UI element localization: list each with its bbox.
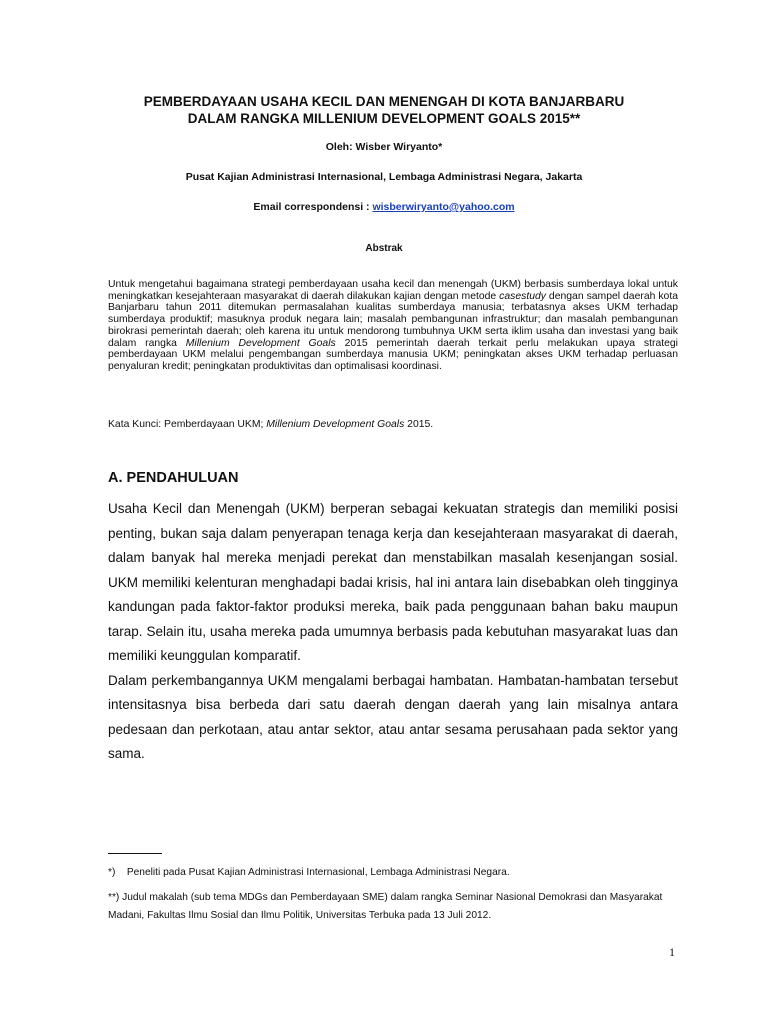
abstract-italic-2: Millenium Development Goals	[185, 337, 336, 349]
section-heading: A. PENDAHULUAN	[108, 470, 239, 486]
email-link[interactable]: wisberwiryanto@yahoo.com	[372, 201, 515, 213]
page-number: 1	[669, 945, 675, 959]
keywords-italic: Millenium Development Goals	[266, 419, 405, 430]
title-line-2: DALAM RANGKA MILLENIUM DEVELOPMENT GOALS 2015**	[187, 111, 581, 126]
title-line-1: PEMBERDAYAAN USAHA KECIL DAN MENENGAH DI KOTA BANJARBARU	[143, 94, 625, 109]
affiliation-line: Pusat Kajian Administrasi Internasional, Lembaga Administrasi Negara, Jakarta	[185, 171, 583, 183]
footnote-2-mark: **)	[108, 891, 120, 903]
abstract-text-part-2: dengan sampel daerah kota Banjarbaru tahun 2011 ditemukan permasalahan kualitas sumberdaya manusia; terbatasnya akses UKM terhadap sumberdaya produktif; masuknya produk negara lain; masalah pembangunan infrastruktur; dan masalah pembangunan birokrasi pemerintah daerah; oleh karena itu untuk mendorong tumbuhnya UKM serta iklim usaha dan investasi yang baik dalam rangka	[108, 290, 678, 349]
footnote-1-mark: *)	[108, 867, 116, 878]
abstract-text-part-1: Untuk mengetahui bagaimana strategi pemberdayaan usaha kecil dan menengah (UKM) berbasis sumberdaya lokal untuk meningkatkan kesejahteraan masyarakat di daerah dilakukan kajian dengan metode	[108, 279, 678, 302]
footnote-1	[108, 864, 683, 883]
email-correspondence	[60, 201, 708, 213]
footnote-2-text: Judul makalah (sub tema MDGs dan Pemberdayaan SME) dalam rangka Seminar Nasional Demokrasi dan Masyarakat Madani, Fakultas Ilmu Sosial dan Ilmu Politik, Universitas Terbuka pada 13 Juli 2012.	[108, 891, 663, 921]
email-label: Email correspondensi :	[253, 201, 373, 213]
abstract-text-part-3: 2015 pemerintah daerah terkait perlu melakukan upaya strategi pemberdayaan UKM melalui pengembangan sumberdaya manusia UKM; peningkatan akses UKM terhadap perluasan penyaluran kredit; peningkatan produktivitas dan optimalisasi koordinasi.	[108, 337, 678, 372]
footnote-2	[108, 889, 683, 926]
keywords-prefix: Kata Kunci: Pemberdayaan UKM;	[108, 419, 267, 430]
keywords-suffix: 2015.	[404, 419, 434, 430]
body-paragraph-1: Usaha Kecil dan Menengah (UKM) berperan sebagai kekuatan strategis dan memiliki posisi penting, bukan saja dalam penyerapan tenaga kerja dan kesejahteraan masyarakat di daerah, dalam banyak hal mereka menjadi perekat dan menstabilkan masalah kesenjangan sosial. UKM memiliki kelenturan menghadapi badai krisis, hal ini antara lain disebabkan oleh tingginya kandungan pada faktor-faktor produksi mereka, baik pada penggunaan bahan baku maupun tarap. Selain itu, usaha mereka pada umumnya berbasis pada kebutuhan masyarakat luas dan memiliki keunggulan komparatif.	[108, 501, 678, 663]
abstract-heading: Abstrak	[365, 243, 403, 254]
body-text	[108, 497, 678, 767]
footnote-1-text: Peneliti pada Pusat Kajian Administrasi Internasional, Lembaga Administrasi Negara.	[126, 867, 510, 878]
keywords-line	[108, 419, 678, 430]
footnote-divider	[108, 853, 162, 854]
footnotes	[108, 864, 683, 932]
body-paragraph-2: Dalam perkembangannya UKM mengalami berbagai hambatan. Hambatan-hambatan tersebut intensitasnya bisa berbeda dari satu daerah dengan daerah yang lain misalnya antara pedesaan dan perkotaan, atau antar sektor, atau antar sesama perusahaan pada sektor yang sama.	[108, 672, 678, 761]
author-line: Oleh: Wisber Wiryanto*	[325, 141, 443, 153]
paper-title	[60, 93, 708, 127]
abstract-italic-1: casestudy	[499, 290, 546, 302]
abstract-body	[108, 279, 678, 373]
